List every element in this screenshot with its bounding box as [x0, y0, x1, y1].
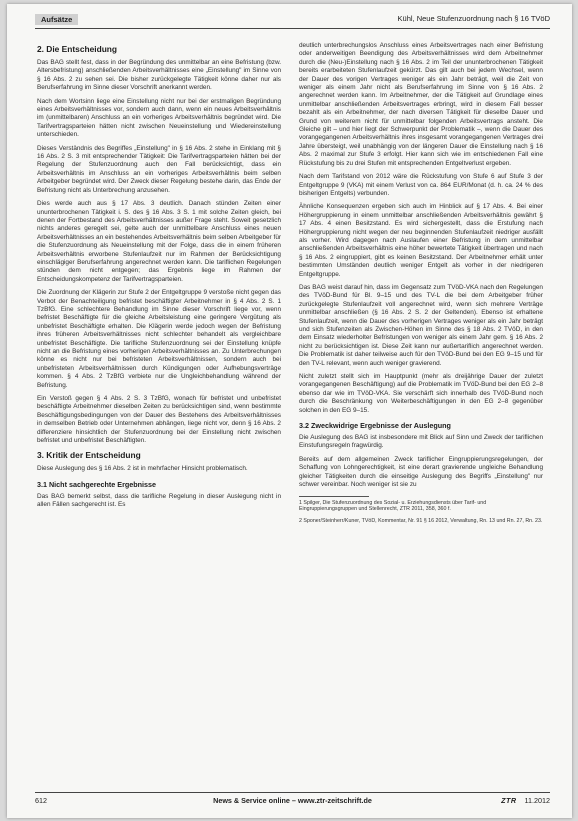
section-heading-kritik: 3. Kritik der Entscheidung	[37, 450, 141, 461]
paragraph: Dieses Verständnis des Begriffes „Einstellung" in § 16 Abs. 2 stehe in Einklang mit § 16 Abs. 2 S. 3 mit entsprechender Tätigkeit: Die Tarifvertragsparteien hätten bei der Regelung der Stufenzuordnung auch den Fall berücksichtigt, dass ein Arbeitsverhältnis im Anschluss an ein vorheriges Arbeitsverhältnis beim selben Arbeitgeber begründet wird. Der Zweck dieser Regelung bestehe darin, das Ende der Befristung nicht als Unterbrechung anzusehen.	[37, 144, 281, 194]
paragraph: Die Auslegung des BAG ist insbesondere mit Blick auf Sinn und Zweck der tariflichen Einstufungsregeln fragwürdig.	[299, 434, 543, 450]
right-column	[299, 42, 543, 529]
paragraph: Das BAG stellt fest, dass in der Begründung des unmittelbar an eine Befristung (bzw. Altersbefristung) anschließenden Arbeitsverhältnisses eine „Einstellung" im Sinne von § 16 Abs. 2 zu sehen sei. Die bisher zurückgelegte Tätigkeit könne daher nur als Berufserfahrung im Sinne dieser Vorschrift anerkannt werden.	[37, 59, 281, 92]
paragraph: Ähnliche Konsequenzen ergeben sich auch im Hinblick auf § 17 Abs. 4. Bei einer Höhergruppierung in einem unmittelbar anschließenden Arbeitsverhältnis gewährt § 17 Abs. 4 einen Besitzstand. Es wird sichergestellt, dass die Erstufung nach Höhergruppierung nicht wegen der neu beginnenden Stufenlaufzeit niedriger ausfällt als vorher. Wird dagegen nach Auslaufen einer Befristung in dem unmittelbar anschließenden Arbeitsverhältnis eine höher bewertete Tätigkeit übertragen und nach § 16 Abs. 2 eingruppiert, gibt es keinen Besitzstand. Der Arbeitnehmer erhält unter bestimmten Umständen deutlich weniger Entgelt als vorher in der niedrigeren Entgeltgruppe.	[299, 203, 543, 278]
journal-logo: ZTR	[501, 796, 517, 805]
page-number: 612	[35, 796, 47, 805]
paragraph: Das BAG weist darauf hin, dass im Gegensatz zum TVöD-VKA nach den Regelungen des TVöD-Bund für Bl. 9–15 und des TV-L die bei dem Arbeitgeber früher zurückgelegte Stufenlaufzeit voll angerechnet wird, wenn sich mehrere Verträge unmittelbar anschließen (§ 16 Abs. 2 S. 2 der Geltenden). Ebenso ist erhaltene Stufenlaufzeit, wenn die Dauer des vorherigen Vertrages weniger als ein Jahr beträgt und sich Stufenzeiten als Zwischen-Höhen im Sinne des § 18 Abs. 2 TVöD, in den dem Einsatz wiederholter Befristungen von weniger als einem Jahr gem. § 16 Abs. 2 nicht zu berücksichtigen ist. Diese Zeit kann nur außertariflich angerechnet werden. Die Problematik ist daher teilweise auch für den TVöD-Bund bei den EG 9–15 und für den TV-L relevant, wenn auch weniger gravierend.	[299, 283, 543, 367]
paragraph: Nach dem Tarifstand von 2012 wäre die Rückstufung von Stufe 6 auf Stufe 3 der Entgeltgruppe 9 (VKA) mit einem Verlust von ca. 864 EUR/Monat (d. h. ca. 24 % des bisherigen Entgelts) verbunden.	[299, 173, 543, 197]
section-heading-entscheidung: 2. Die Entscheidung	[37, 44, 118, 54]
running-header	[35, 14, 550, 29]
paragraph: Das BAG bemerkt selbst, dass die tarifliche Regelung in dieser Auslegung nicht in allen Fällen sachgerecht ist. Es	[37, 492, 281, 509]
issue-number: 11.2012	[524, 796, 550, 805]
footnote-divider	[299, 496, 369, 497]
paragraph: Diese Auslegung des § 16 Abs. 2 ist in mehrfacher Hinsicht problematisch.	[37, 465, 248, 473]
footnote: 1 Spilger, Die Stufenzuordnung des Sozial- u. Erziehungsdiensts über Tarif- und Eingruppierungsgruppen und Stellenrecht, ZTR 2011, 358, 360 f.	[299, 499, 487, 513]
subsection-heading-zweck: 3.2 Zweckwidrige Ergebnisse der Auslegung	[299, 421, 451, 431]
subsection-heading-ergebnisse: 3.1 Nicht sachgerechte Ergebnisse	[37, 479, 157, 489]
journal-page	[7, 4, 572, 818]
page-footer	[35, 792, 550, 807]
paragraph: Nicht zuletzt stellt sich im Hauptpunkt (mehr als dreijährige Dauer der zuletzt vorangegangenen Beschäftigung) auf die Problematik im TVöD-Bund bei den EG 2–8 ebenso dar wie im TVöD-VKA. Sie verschärft sich innerhalb des TVöD-Bund noch durch die Beschränkung von Weiterbeschäftigungen in den EG 2–8 gegenüber solchen in den EG 9–15.	[299, 373, 543, 414]
paragraph: Bereits auf dem allgemeinen Zweck tariflicher Eingruppierungsregelungen, der Schaffung von Lohngerechtigkeit, ist eine derart gravierende ungleiche Behandlung gleicher Tätigkeiten durch die einseitige Auslegung des Begriffs „Einstellung" nur schwer vereinbar. Noch weniger ist sie zu	[299, 455, 543, 489]
paragraph: Nach dem Wortsinn liege eine Einstellung nicht nur bei der erstmaligen Begründung eines Arbeitsverhältnisses vor, sondern auch dann, wenn ein neues Arbeitsverhältnis im (unmittelbaren) Anschluss an ein vorheriges Arbeitsverhältnis begründet wird. Die Tarifvertragsparteien hätten nicht zwischen Neueinstellung und Wiedereinstellung unterschieden.	[37, 97, 281, 139]
left-column	[37, 42, 281, 515]
footnote: 2 Sponer/Steinherr/Kuner, TVöD, Kommentar, Nr. 91 § 16 2012, Verwaltung, Rn. 13 und Rn. 27, Rn. 23.	[299, 517, 543, 524]
footer-journal-info	[501, 796, 550, 805]
paragraph: deutlich unterbrechungslos Anschluss eines Arbeitsvertrages nach einer Befristung oder anderweitigen Beendigung des Arbeitsverhältnisses wird dem Arbeitnehmer durch die (Neu-)Einstellung nach § 16 Abs. 2 im Teil der ununterbrochenen Tätigkeit bereits erarbeiteten Stufenlaufzeit gekürzt. Das gilt auch bei jedem Wechsel, wenn der Dauer des vorigen Vertrages weniger als ein Jahr beträgt, weil die Zeit von weniger als einem Jahr nicht als Berufserfahrung im Sinne von § 16 Abs. 2 angerechnet werden kann. Im Arbeitnehmer, der die Tätigkeit auf Grundlage eines unmittelbar anschließenden Arbeitsvertrages erbringt, wird in diesem Fall besser bezahlt als ein Arbeitnehmer, der nach diversen Tätigkeit für dieselbe Dauer und Grund von weiterem nicht für unmittelbar folgenden Arbeitsvertrags ansteht. Die Gleiche gilt – und hier liegt der Schwerpunkt der Problematik –, wenn die Dauer des vorangegangenen Arbeitsverhältnis ihres insgesamt vorangegangenen Vertrages drei Jahre übersteigt, weil unabhängig von der längeren Dauer die Einstellung nach § 16 Abs. 2 maximal zur Stufe 3 erfolgt. Hier kann sich wie im entschiedenen Fall eine Rückstufung bis zu drei Stufen mit entsprechenden Entgeltverlust ergeben.	[299, 42, 543, 167]
footer-website: News & Service online – www.ztr-zeitschrift.de	[213, 796, 372, 805]
paragraph: Dies werde auch aus § 17 Abs. 3 deutlich. Danach stünden Zeiten einer ununterbrochenen Tätigkeit i. S. des § 16 Abs. 3 S. 1 mit solche Zeiten gleich, bei denen der Fortbestand des Arbeitsverhältnisses außer Frage steht. Soweit gesetzlich nichts anderes geregelt sei, gelte auch der unmittelbare Anschluss eines neuen Arbeitsverhältnisses an ein bestehendes Arbeitsverhältnis beim selben Arbeitgeber für die Stufenzuordnung als Neueinstellung mit der Folge, dass die in einem früheren Arbeitsverhältnis erworbene Stufenlaufzeit nur im Rahmen der Berücksichtigung einschlägiger Berufserfahrung angerechnet werden kann. Die tariflichen Regelungen stünden dem nicht entgegen; das Ergebnis liege im Rahmen der Entscheidungskompetenz der Tarifvertragsparteien.	[37, 200, 281, 283]
paragraph: Die Zuordnung der Klägerin zur Stufe 2 der Entgeltgruppe 9 verstoße nicht gegen das Verbot der Benachteiligung befristet beschäftigter Arbeitnehmer in § 4 Abs. 2 S. 1 TzBfG. Eine schlechtere Behandlung im Sinne dieser Vorschrift liege vor, wenn befristet Beschäftigte für die gleiche Arbeitsleistung eine geringere Vergütung als unbefristet Beschäftigte erhalten. Die Klägerin werde jedoch wegen der Befristung ihres früheren Arbeitsverhältnisses nicht schlechter behandelt als vergleichbare unbefristet Beschäftigte. Die tarifliche Stufenzuordnung sei der Einstellung knüpfe nicht an die Befristung eines vorherigen Arbeitsverhältnisses an. Zu Unterbrechungen könne es nicht nur bei befristeten Arbeitsverhältnissen, sondern auch bei unbefristeten Arbeitsverhältnissen durch Kündigungen oder Aufhebungsverträge kommen. § 4 Abs. 2 TzBfG verbiete nur die Ungleichbehandlung während der Befristung.	[37, 289, 281, 389]
running-title: Kühl, Neue Stufenzuordnung nach § 16 TVöD	[397, 14, 550, 23]
paragraph: Ein Verstoß gegen § 4 Abs. 2 S. 3 TzBfG, wonach für befristet und unbefristet beschäftigte Arbeitnehmer dieselben Zeiten zu berücksichtigen sind, wenn bestimmte Beschäftigungsbedingungen von der Dauer des Bestehens des Arbeitsverhältnisses in demselben Betrieb oder Unternehmen abhängen, liege nicht vor, denn § 16 Abs. 2 differenziere hinsichtlich der Stufenzuordnung bei der Einstellung nicht zwischen befristet und unbefristet Beschäftigten.	[37, 395, 281, 445]
section-label: Aufsätze	[35, 14, 78, 25]
